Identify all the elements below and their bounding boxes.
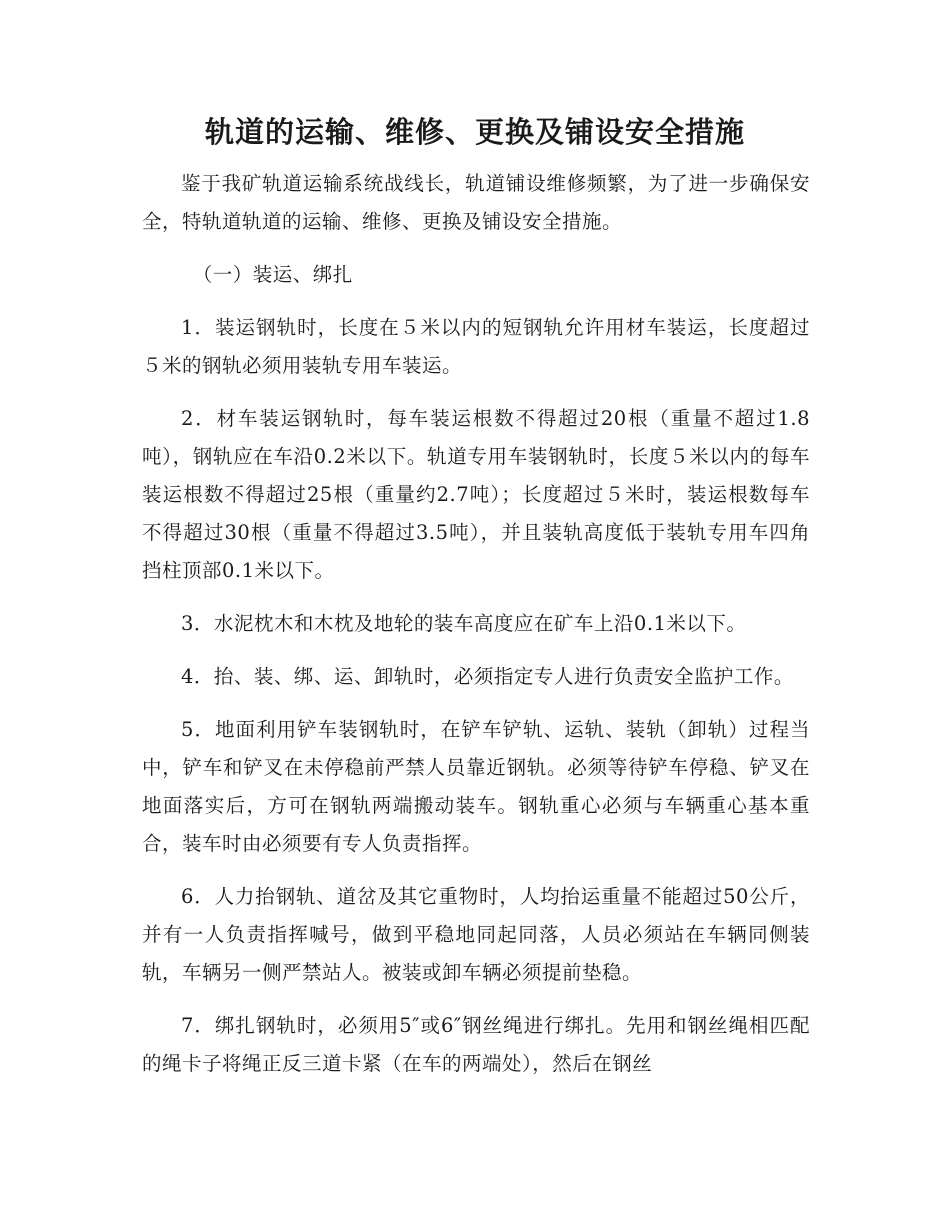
list-item-1: 1．装运钢轨时，长度在５米以内的短钢轨允许用材车装运，长度超过５米的钢轨必须用装轨专用车装运。 [142,316,810,377]
list-item-2: 2．材车装运钢轨时，每车装运根数不得超过20根（重量不超过1.8吨），钢轨应在车沿0.2米以下。轨道专用车装钢轨时，长度５米以内的每车装运根数不得超过25根（重量约2.7吨）；长度超过５米时，装运根数每车不得超过30根（重量不得超过3.5吨），并且装轨高度低于装轨专用车四角挡柱顶部0.1米以下。 [142,407,810,582]
list-item-4: 4．抬、装、绑、运、卸轨时，必须指定专人进行负责安全监护工作。 [181,665,794,688]
list-item-6: 6．人力抬钢轨、道岔及其它重物时，人均抬运重量不能超过50公斤，并有一人负责指挥喊号，做到平稳地同起同落，人员必须站在车辆同侧装轨，车辆另一侧严禁站人。被装或卸车辆必须提前垫稳。 [142,885,810,984]
list-item-5: 5．地面利用铲车装钢轨时，在铲车铲轨、运轨、装轨（卸轨）过程当中，铲车和铲叉在未停稳前严禁人员靠近钢轨。必须等待铲车停稳、铲叉在地面落实后，方可在钢轨两端搬动装车。钢轨重心必须与车辆重心基本重合，装车时由必须要有专人负责指挥。 [142,718,810,855]
document-body [142,165,810,1083]
section-heading: （一）装运、绑扎 [192,263,353,286]
list-item-3: 3．水泥枕木和木枕及地轮的装车高度应在矿车上沿0.1米以下。 [181,612,747,635]
intro-paragraph: 鉴于我矿轨道运输系统战线长，轨道铺设维修频繁，为了进一步确保安全，特轨道轨道的运输、维修、更换及铺设安全措施。 [142,172,810,233]
list-item-7: 7．绑扎钢轨时，必须用5″或6″钢丝绳进行绑扎。先用和钢丝绳相匹配的绳卡子将绳正反三道卡紧（在车的两端处），然后在钢丝 [142,1014,810,1075]
document-title: 轨道的运输、维修、更换及铺设安全措施 [204,115,745,149]
